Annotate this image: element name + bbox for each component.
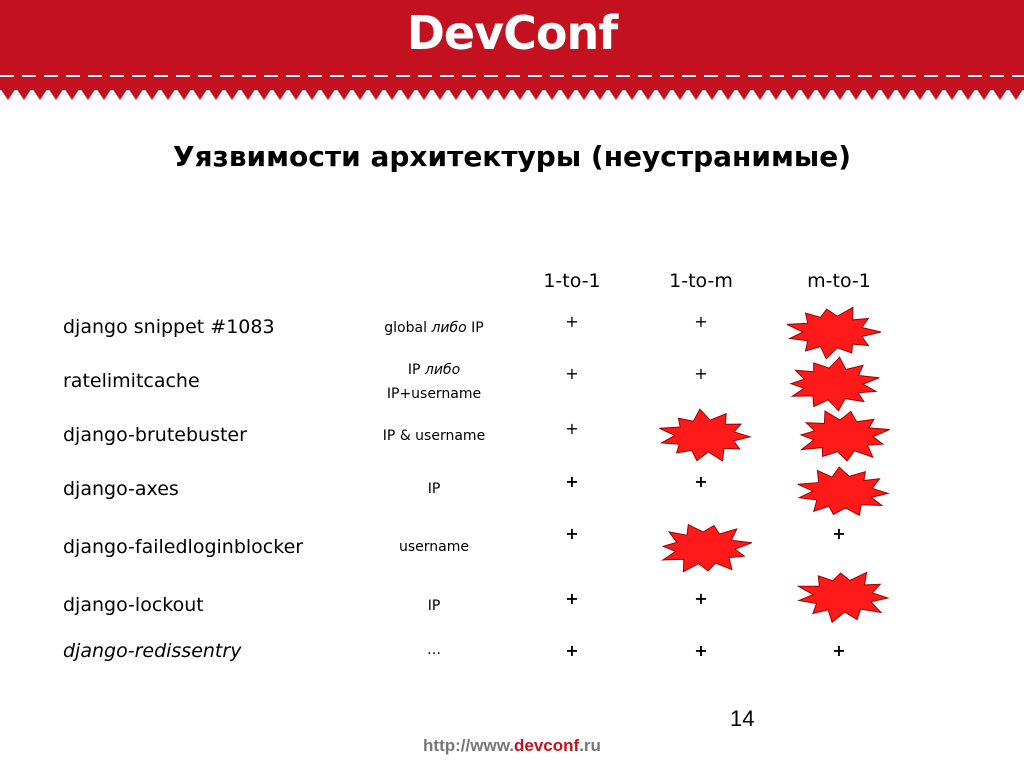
red-burst-icon — [793, 408, 893, 464]
key-type: … — [427, 642, 441, 658]
slide-title: Уязвимости архитектуры (неустранимые) — [172, 140, 852, 173]
key-text-italic: либо — [431, 320, 467, 336]
plus-mark: + — [565, 419, 579, 438]
red-burst-icon — [655, 408, 755, 464]
red-burst-icon — [793, 464, 893, 520]
tool-name: django-lockout — [63, 594, 204, 616]
footer-url-suffix: .ru — [579, 736, 601, 755]
tool-name: ratelimitcache — [63, 370, 200, 392]
column-header-1-to-1: 1-to-1 — [543, 270, 601, 292]
plus-mark: + — [565, 641, 579, 660]
plus-mark: + — [694, 589, 708, 608]
plus-mark: + — [832, 641, 846, 660]
key-type: username — [399, 539, 469, 555]
footer-url-domain: devconf — [514, 736, 580, 755]
devconf-logo: DevConf — [406, 6, 618, 60]
footer-url[interactable] — [0, 736, 1024, 756]
tool-name: django snippet #1083 — [63, 316, 275, 338]
column-header-1-to-m: 1-to-m — [669, 270, 733, 292]
red-burst-icon — [655, 520, 755, 576]
plus-mark: + — [832, 524, 846, 543]
plus-mark: + — [694, 312, 708, 331]
key-type: IP & username — [382, 428, 486, 444]
tool-name: django-redissentry — [63, 640, 242, 662]
key-text: IP — [407, 362, 425, 378]
plus-mark: + — [565, 524, 579, 543]
key-type — [360, 358, 508, 406]
plus-mark: + — [565, 589, 579, 608]
plus-mark: + — [565, 472, 579, 491]
key-type — [360, 316, 508, 340]
plus-mark: + — [694, 641, 708, 660]
tool-name: django-failedloginblocker — [63, 536, 304, 558]
column-header-m-to-1: m-to-1 — [807, 270, 871, 292]
key-text-italic: либо — [424, 362, 461, 378]
tool-name: django-axes — [63, 478, 179, 500]
key-type: IP — [427, 481, 441, 497]
red-burst-icon — [783, 304, 883, 360]
plus-mark: + — [565, 312, 579, 331]
tool-name: django-brutebuster — [63, 424, 247, 446]
plus-mark: + — [565, 364, 579, 383]
page-number: 14 — [730, 706, 755, 731]
key-type: IP — [427, 598, 441, 614]
plus-mark: + — [694, 472, 708, 491]
key-text: global — [384, 320, 432, 336]
red-burst-icon — [793, 568, 893, 624]
key-text: IP — [466, 320, 484, 336]
header-band — [0, 0, 1024, 100]
plus-mark: + — [694, 364, 708, 383]
key-text: IP+username — [386, 386, 482, 402]
red-burst-icon — [783, 356, 883, 412]
footer-url-prefix: http://www. — [423, 736, 515, 755]
